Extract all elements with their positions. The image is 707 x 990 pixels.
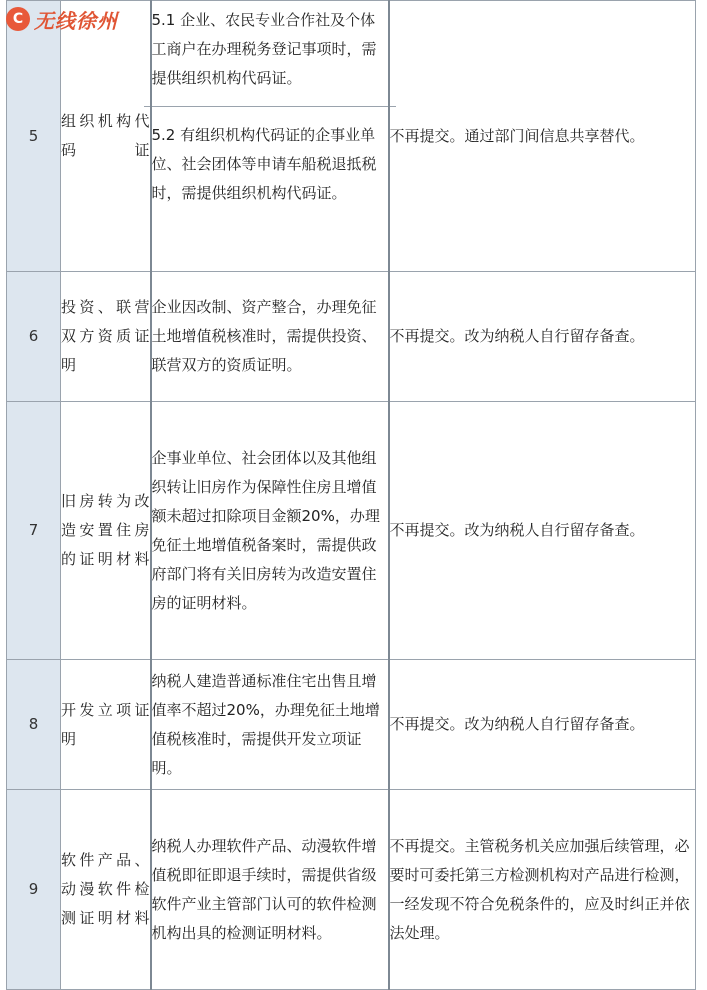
row-number: 7 (7, 402, 61, 660)
table-row (7, 1, 696, 272)
row-number: 8 (7, 660, 61, 790)
row-number: 5 (7, 1, 61, 272)
condition-item: 5.1 企业、农民专业合作社及个体工商户在办理税务登记事项时，需提供组织机构代码证。 (151, 11, 377, 87)
material-name: 开发立项证明 (61, 660, 151, 790)
result-cell: 不再提交。改为纳税人自行留存备查。 (389, 272, 696, 402)
tax-materials-table (6, 0, 696, 990)
logo-icon: C (6, 7, 30, 31)
condition-item: 纳税人建造普通标准住宅出售且增值率不超过20%，办理免征土地增值税核准时，需提供开发立项证明。 (151, 671, 380, 777)
condition-item: 5.2 有组织机构代码证的企事业单位、社会团体等申请车船税退抵税时，需提供组织机构代码证。 (144, 106, 396, 271)
table-row (7, 790, 696, 990)
logo-text: 无线徐州 (34, 8, 118, 33)
table-row (7, 660, 696, 790)
result-cell: 不再提交。改为纳税人自行留存备查。 (389, 402, 696, 660)
condition-item: 企事业单位、社会团体以及其他组织转让旧房作为保障性住房且增值额未超过扣除项目金额20%，办理免征土地增值税备案时，需提供政府部门将有关旧房转为改造安置住房的证明材料。 (151, 448, 380, 612)
result-cell: 不再提交。改为纳税人自行留存备查。 (389, 660, 696, 790)
table-row (7, 272, 696, 402)
material-name: 投资、联营双方资质证明 (61, 272, 151, 402)
material-name: 软件产品、动漫软件检测证明材料 (61, 790, 151, 990)
condition-cell (151, 1, 389, 272)
brand-logo (6, 6, 134, 32)
material-name: 旧房转为改造安置住房的证明材料 (61, 402, 151, 660)
row-number: 6 (7, 272, 61, 402)
condition-cell (151, 790, 389, 990)
result-cell: 不再提交。通过部门间信息共享替代。 (389, 1, 696, 272)
condition-cell (151, 660, 389, 790)
condition-item: 企业因改制、资产整合，办理免征土地增值税核准时，需提供投资、联营双方的资质证明。 (151, 298, 377, 374)
result-cell: 不再提交。主管税务机关应加强后续管理，必要时可委托第三方检测机构对产品进行检测，一经发现不符合免税条件的，应及时纠正并依法处理。 (389, 790, 696, 990)
table-row (7, 402, 696, 660)
condition-item: 纳税人办理软件产品、动漫软件增值税即征即退手续时，需提供省级软件产业主管部门认可的软件检测机构出具的检测证明材料。 (151, 836, 377, 942)
material-name: 组织机构代码证 (61, 1, 151, 272)
condition-cell (151, 272, 389, 402)
condition-cell (151, 402, 389, 660)
row-number: 9 (7, 790, 61, 990)
